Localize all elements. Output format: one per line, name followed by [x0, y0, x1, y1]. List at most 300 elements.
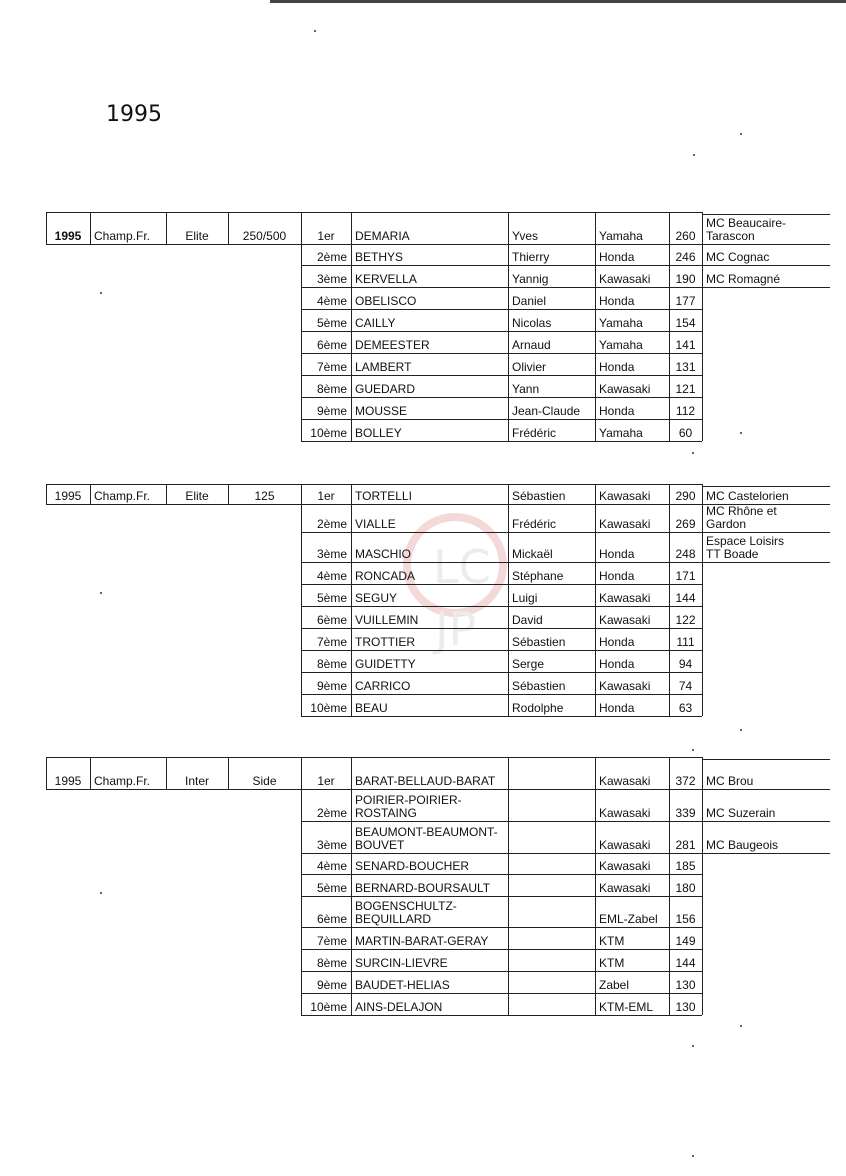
table-rule [351, 584, 352, 606]
points-cell: 130 [675, 1000, 696, 1014]
first-name-cell: David [512, 613, 543, 627]
rider-name-cell: SURCIN-LIEVRE [355, 956, 448, 970]
points-cell: 122 [675, 613, 696, 627]
rank-cell: 9ème [316, 679, 347, 693]
rider-name-cell: TROTTIER [355, 635, 415, 649]
table-rule [702, 212, 703, 244]
scan-speck [692, 749, 694, 751]
make-cell: Yamaha [599, 338, 643, 352]
table-rule [301, 375, 302, 397]
table-rule [702, 309, 703, 331]
rider-name-cell: CAILLY [355, 316, 396, 330]
table-rule [508, 896, 509, 927]
first-name-cell: Sébastien [512, 635, 566, 649]
points-cell: 94 [678, 657, 693, 671]
rider-name-cell: AINS-DELAJON [355, 1000, 443, 1014]
table-rule [301, 650, 302, 672]
table-rule [669, 628, 670, 650]
rank-cell: 5ème [316, 881, 347, 895]
make-cell: Honda [599, 250, 635, 264]
table-rule [301, 532, 302, 562]
table-rule [702, 971, 703, 993]
scan-speck [314, 30, 316, 32]
rank-cell: 4ème [316, 859, 347, 873]
make-cell: KTM-EML [599, 1000, 653, 1014]
first-name-cell: Yannig [512, 272, 549, 286]
table-rule [351, 532, 352, 562]
rider-name-cell: CARRICO [355, 679, 411, 693]
table-rule [595, 821, 596, 853]
table-rule [669, 265, 670, 287]
table-rule [595, 397, 596, 419]
table-rule [301, 212, 302, 244]
table-rule [702, 244, 703, 265]
rider-name-cell: BERNARD-BOURSAULT [355, 881, 491, 895]
table-rule [595, 584, 596, 606]
table-rule [508, 874, 509, 896]
first-name-cell: Olivier [512, 360, 547, 374]
table-rule [702, 949, 703, 971]
make-cell: Honda [599, 360, 635, 374]
rider-name-cell: MOUSSE [355, 404, 408, 418]
make-cell: Yamaha [599, 316, 643, 330]
points-cell: 144 [675, 956, 696, 970]
table-rule [702, 484, 703, 504]
table-rule [351, 971, 352, 993]
table-rule [351, 694, 352, 716]
points-cell: 290 [675, 489, 696, 503]
scan-speck [100, 892, 102, 894]
table-rule [301, 993, 302, 1015]
rank-cell: 9ème [316, 404, 347, 418]
table-rule [301, 562, 302, 584]
table-rule [228, 757, 229, 789]
table-rule [702, 853, 830, 854]
rider-name-cell: POIRIER-POIRIER-ROSTAING [355, 793, 462, 820]
table-rule [351, 287, 352, 309]
table-rule [669, 757, 670, 789]
table-rule [46, 484, 47, 504]
table-rule [301, 419, 302, 441]
table-rule [90, 212, 91, 244]
table-rule [351, 672, 352, 694]
table-rule [508, 628, 509, 650]
category-cell: Inter [184, 774, 209, 788]
rank-cell: 2ème [316, 250, 347, 264]
table-rule [301, 244, 302, 265]
table-rule [595, 971, 596, 993]
make-cell: Kawasaki [599, 517, 651, 531]
table-rule [508, 650, 509, 672]
table-rule [595, 993, 596, 1015]
table-rule [508, 971, 509, 993]
table-rule [351, 353, 352, 375]
make-cell: Honda [599, 657, 635, 671]
make-cell: Honda [599, 404, 635, 418]
table-rule [166, 212, 167, 244]
table-rule [508, 375, 509, 397]
make-cell: Kawasaki [599, 881, 651, 895]
scan-speck [693, 154, 695, 156]
table-rule [301, 757, 302, 789]
table-rule [702, 628, 703, 650]
table-rule [301, 672, 302, 694]
table-rule [508, 265, 509, 287]
table-rule [301, 504, 302, 532]
rank-cell: 10ème [310, 1000, 347, 1014]
rank-cell: 6ème [316, 912, 347, 926]
scan-speck [740, 729, 742, 731]
points-cell: 63 [678, 701, 693, 715]
club-cell: MC Suzerain [706, 806, 776, 820]
table-rule [702, 397, 703, 419]
rank-cell: 9ème [316, 978, 347, 992]
table-rule [595, 853, 596, 874]
rank-cell: 4ème [316, 294, 347, 308]
make-cell: Kawasaki [599, 679, 651, 693]
rider-name-cell: RONCADA [355, 569, 416, 583]
class-cell: Side [252, 774, 277, 788]
table-rule [669, 789, 670, 821]
rider-name-cell: BOGENSCHULTZ-BEQUILLARD [355, 899, 457, 926]
club-cell: MC Rhône et Gardon [706, 504, 777, 531]
table-rule [702, 927, 703, 949]
rider-name-cell: DEMEESTER [355, 338, 430, 352]
rank-cell: 10ème [310, 701, 347, 715]
make-cell: Kawasaki [599, 489, 651, 503]
rider-name-cell: BEAUMONT-BEAUMONT-BOUVET [355, 825, 498, 852]
rider-name-cell: OBELISCO [355, 294, 417, 308]
table-rule [702, 672, 703, 694]
make-cell: Honda [599, 635, 635, 649]
table-rule [702, 287, 703, 309]
table-rule [301, 353, 302, 375]
table-rule [702, 375, 703, 397]
club-cell: MC Romagné [706, 272, 781, 286]
table-rule [301, 484, 302, 504]
rank-cell: 1er [317, 774, 335, 788]
table-rule [508, 789, 509, 821]
table-rule [508, 606, 509, 628]
rider-name-cell: GUEDARD [355, 382, 416, 396]
table-rule [702, 584, 703, 606]
table-rule [301, 331, 302, 353]
make-cell: Kawasaki [599, 806, 651, 820]
page-year-heading: 1995 [106, 102, 162, 127]
make-cell: Honda [599, 294, 635, 308]
scan-speck [100, 292, 102, 294]
scan-speck [692, 1155, 694, 1157]
svg-text:JP: JP [435, 602, 477, 655]
rank-cell: 2ème [316, 517, 347, 531]
table-rule [301, 896, 302, 927]
rank-cell: 8ème [316, 382, 347, 396]
table-rule [351, 331, 352, 353]
table-rule [669, 993, 670, 1015]
table-rule [301, 606, 302, 628]
table-rule [46, 212, 47, 244]
table-rule [301, 287, 302, 309]
rider-name-cell: MARTIN-BARAT-GERAY [355, 934, 489, 948]
rider-name-cell: MASCHIO [355, 547, 412, 561]
table-rule [508, 484, 509, 504]
rider-name-cell: TORTELLI [355, 489, 412, 503]
table-rule [508, 853, 509, 874]
table-rule [702, 504, 703, 532]
first-name-cell [512, 971, 591, 993]
first-name-cell: Mickaël [512, 547, 553, 561]
table-rule [669, 419, 670, 441]
rider-name-cell: VIALLE [355, 517, 396, 531]
table-rule [351, 562, 352, 584]
table-rule [301, 265, 302, 287]
table-rule [301, 874, 302, 896]
table-rule [595, 949, 596, 971]
table-rule [508, 419, 509, 441]
table-rule [595, 287, 596, 309]
points-cell: 177 [675, 294, 696, 308]
table-rule [595, 628, 596, 650]
rank-cell: 1er [317, 489, 335, 503]
scan-speck [692, 452, 694, 454]
scan-speck [100, 592, 102, 594]
table-rule [702, 419, 703, 441]
table-rule [595, 672, 596, 694]
table-rule [669, 694, 670, 716]
points-cell: 185 [675, 859, 696, 873]
table-rule [669, 650, 670, 672]
points-cell: 60 [678, 426, 693, 440]
table-rule [351, 419, 352, 441]
make-cell: Kawasaki [599, 613, 651, 627]
points-cell: 281 [675, 838, 696, 852]
table-rule [669, 331, 670, 353]
table-rule [508, 821, 509, 853]
table-rule [595, 874, 596, 896]
table-rule [351, 927, 352, 949]
table-rule [351, 244, 352, 265]
championship-cell: Champ.Fr. [94, 489, 151, 503]
first-name-cell: Arnaud [512, 338, 551, 352]
table-rule [301, 927, 302, 949]
table-rule [702, 606, 703, 628]
table-rule [702, 896, 703, 927]
table-rule [301, 309, 302, 331]
table-rule [301, 853, 302, 874]
table-rule [669, 971, 670, 993]
table-rule [669, 375, 670, 397]
table-rule [508, 584, 509, 606]
table-rule [228, 484, 229, 504]
points-cell: 121 [675, 382, 696, 396]
rank-cell: 3ème [316, 272, 347, 286]
table-rule [595, 212, 596, 244]
first-name-cell [512, 896, 591, 927]
table-rule [595, 244, 596, 265]
points-cell: 144 [675, 591, 696, 605]
points-cell: 74 [678, 679, 693, 693]
rank-cell: 7ème [316, 934, 347, 948]
table-rule [301, 628, 302, 650]
table-rule [508, 927, 509, 949]
make-cell: KTM [599, 934, 625, 948]
table-rule [351, 397, 352, 419]
table-rule [508, 532, 509, 562]
first-name-cell [512, 821, 591, 853]
points-cell: 171 [675, 569, 696, 583]
rank-cell: 10ème [310, 426, 347, 440]
table-rule [669, 949, 670, 971]
rider-name-cell: GUIDETTY [355, 657, 416, 671]
rank-cell: 3ème [316, 838, 347, 852]
table-rule [508, 244, 509, 265]
table-rule [595, 896, 596, 927]
table-rule [351, 628, 352, 650]
table-rule [301, 716, 702, 717]
points-cell: 339 [675, 806, 696, 820]
table-rule [301, 789, 302, 821]
make-cell: Kawasaki [599, 272, 651, 286]
table-rule [669, 397, 670, 419]
table-rule [702, 287, 830, 288]
table-rule [351, 606, 352, 628]
table-rule [702, 532, 703, 562]
points-cell: 156 [675, 912, 696, 926]
table-rule [595, 562, 596, 584]
first-name-cell [512, 853, 591, 874]
table-rule [301, 584, 302, 606]
table-rule [595, 265, 596, 287]
table-rule [351, 789, 352, 821]
scan-top-border [270, 0, 846, 3]
table-rule [669, 504, 670, 532]
table-rule [301, 1015, 702, 1016]
table-rule [702, 789, 703, 821]
first-name-cell: Yves [512, 229, 539, 243]
table-rule [669, 562, 670, 584]
table-rule [351, 504, 352, 532]
table-rule [351, 650, 352, 672]
table-rule [351, 874, 352, 896]
table-rule [351, 212, 352, 244]
table-rule [351, 896, 352, 927]
year-cell: 1995 [54, 229, 82, 243]
table-rule [301, 397, 302, 419]
table-rule [669, 606, 670, 628]
points-cell: 248 [675, 547, 696, 561]
first-name-cell: Luigi [512, 591, 538, 605]
class-cell: 125 [254, 489, 275, 503]
table-rule [46, 757, 47, 789]
table-rule [595, 927, 596, 949]
table-rule [351, 484, 352, 504]
scan-speck [740, 133, 742, 135]
make-cell: Kawasaki [599, 774, 651, 788]
table-rule [669, 584, 670, 606]
rider-name-cell: SEGUY [355, 591, 398, 605]
table-rule [702, 265, 703, 287]
table-rule [669, 212, 670, 244]
first-name-cell: Thierry [512, 250, 550, 264]
first-name-cell: Rodolphe [512, 701, 564, 715]
table-rule [669, 309, 670, 331]
table-rule [702, 874, 703, 896]
table-rule [702, 993, 703, 1015]
table-rule [669, 672, 670, 694]
table-rule [595, 694, 596, 716]
table-rule [702, 757, 703, 789]
table-rule [669, 484, 670, 504]
table-rule [595, 309, 596, 331]
table-rule [595, 353, 596, 375]
category-cell: Elite [185, 229, 209, 243]
table-rule [702, 562, 830, 563]
make-cell: Yamaha [599, 229, 643, 243]
rank-cell: 5ème [316, 591, 347, 605]
rider-name-cell: VUILLEMIN [355, 613, 419, 627]
table-rule [351, 993, 352, 1015]
club-cell: MC Beaucaire-Tarascon [706, 216, 787, 243]
table-rule [669, 244, 670, 265]
points-cell: 141 [675, 338, 696, 352]
table-rule [301, 441, 702, 442]
make-cell: Kawasaki [599, 591, 651, 605]
first-name-cell [512, 949, 591, 971]
rank-cell: 7ème [316, 635, 347, 649]
championship-cell: Champ.Fr. [94, 774, 151, 788]
table-rule [508, 331, 509, 353]
table-rule [508, 993, 509, 1015]
rank-cell: 7ème [316, 360, 347, 374]
rank-cell: 5ème [316, 316, 347, 330]
points-cell: 111 [676, 635, 695, 649]
table-rule [508, 287, 509, 309]
first-name-cell: Nicolas [512, 316, 552, 330]
make-cell: EML-Zabel [599, 912, 658, 926]
table-rule [669, 287, 670, 309]
make-cell: Kawasaki [599, 382, 651, 396]
rider-name-cell: BETHYS [355, 250, 404, 264]
table-rule [595, 331, 596, 353]
first-name-cell [512, 789, 591, 821]
rank-cell: 1er [317, 229, 335, 243]
points-cell: 112 [675, 404, 696, 418]
table-rule [301, 694, 302, 716]
club-cell: MC Castelorien [706, 489, 789, 503]
table-rule [669, 532, 670, 562]
first-name-cell: Sébastien [512, 489, 566, 503]
first-name-cell [512, 993, 591, 1015]
table-rule [669, 353, 670, 375]
first-name-cell [512, 757, 591, 789]
table-rule [595, 532, 596, 562]
rider-name-cell: BEAU [355, 701, 388, 715]
table-rule [508, 949, 509, 971]
table-rule [508, 504, 509, 532]
make-cell: Honda [599, 701, 635, 715]
table-rule [595, 419, 596, 441]
table-rule [351, 757, 352, 789]
first-name-cell: Frédéric [512, 426, 557, 440]
table-rule [669, 874, 670, 896]
points-cell: 246 [675, 250, 696, 264]
club-cell: MC Baugeois [706, 838, 779, 852]
table-rule [301, 949, 302, 971]
first-name-cell [512, 927, 591, 949]
table-rule [228, 212, 229, 244]
table-rule [166, 757, 167, 789]
table-rule [669, 927, 670, 949]
